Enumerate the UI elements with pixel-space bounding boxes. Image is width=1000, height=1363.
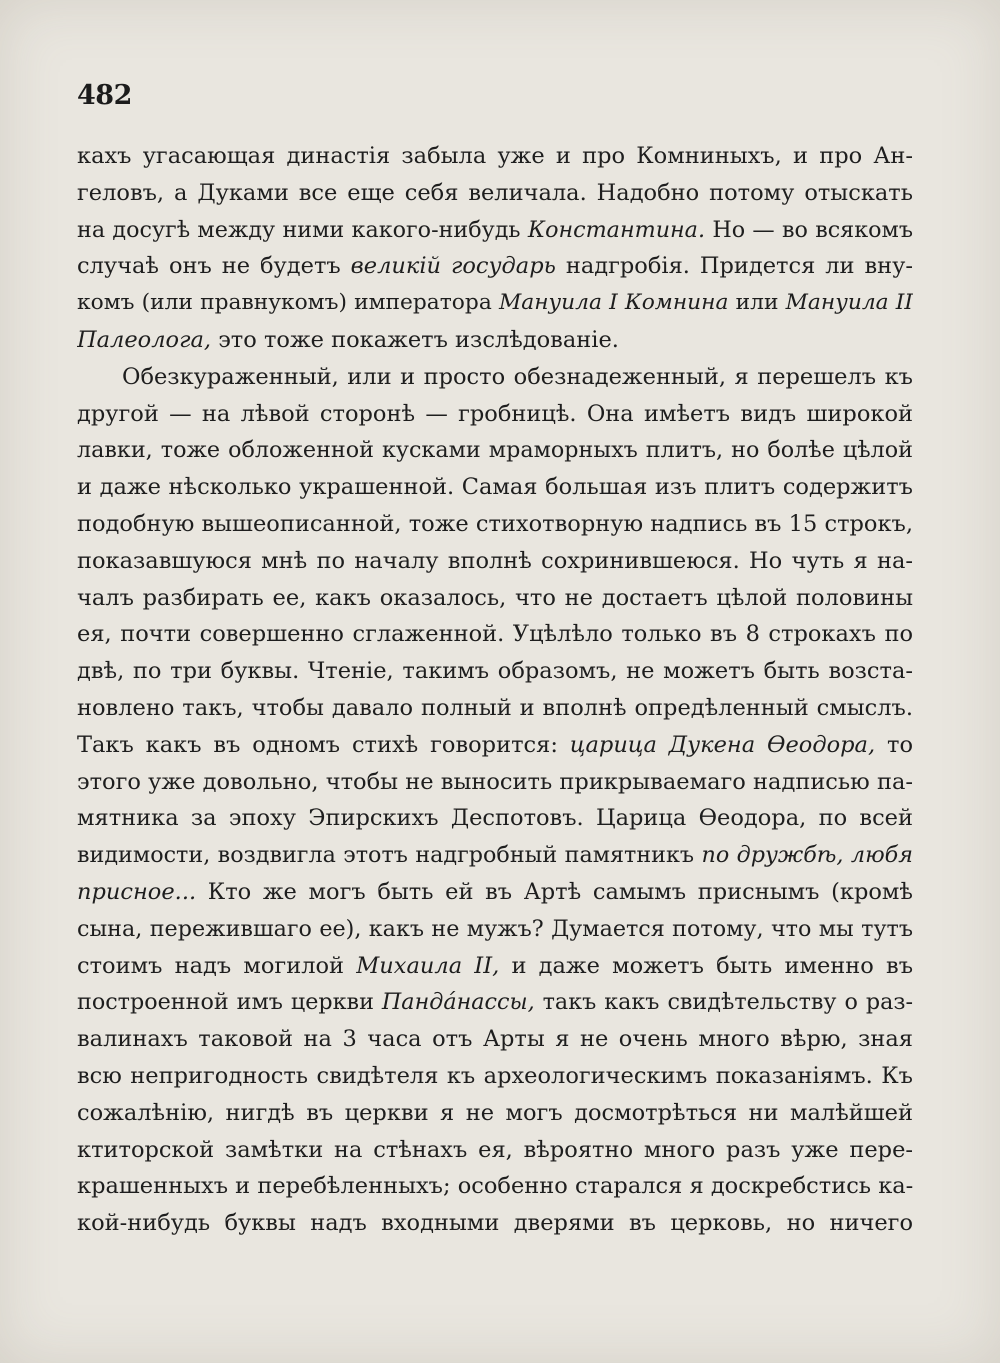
text-segment: построенной имъ церкви — [77, 989, 382, 1016]
italic-text: Мануила II — [785, 290, 913, 316]
text-segment: стоимъ надъ могилой — [77, 952, 357, 979]
body-text — [77, 138, 913, 1242]
italic-text: царица Дукена Ѳеодора, — [569, 731, 876, 758]
text-line — [77, 506, 913, 543]
italic-text: Мануила I Комнина — [498, 290, 729, 316]
text-line — [77, 469, 913, 506]
text-segment: сына, пережившаго ее), какъ не мужъ? Думается потому, что мы тутъ — [77, 915, 913, 942]
text-line — [77, 764, 913, 801]
text-line — [77, 1058, 913, 1095]
text-line — [77, 285, 913, 322]
text-segment: это тоже покажетъ изслѣдованіе. — [211, 326, 619, 353]
text-segment: чалъ разбирать ее, какъ оказалось, что не достаетъ цѣлой половины — [77, 584, 913, 611]
text-segment: двѣ, по три буквы. Чтеніе, такимъ образомъ, не можетъ быть возста- — [77, 658, 913, 685]
text-segment: видимости, воздвигла этотъ надгробный памятникъ — [77, 842, 702, 869]
text-line — [77, 874, 913, 911]
text-segment: то — [875, 731, 913, 758]
text-segment: валинахъ таковой на 3 часа отъ Арты я не очень много вѣрю, зная — [77, 1026, 913, 1053]
text-line — [77, 837, 913, 874]
text-segment: крашенныхъ и перебѣленныхъ; особенно старался я доскребстись ка- — [77, 1173, 913, 1200]
text-line — [77, 1021, 913, 1058]
italic-text: Палеолога, — [77, 326, 212, 353]
text-segment: сожалѣнію, нигдѣ въ церкви я не могъ досмотрѣться ни малѣйшей — [77, 1099, 913, 1126]
text-line — [77, 1132, 913, 1169]
italic-text: присное... — [77, 878, 197, 905]
text-segment: комъ (или правнукомъ) императора — [77, 290, 499, 316]
italic-text: Константина. — [527, 216, 706, 243]
text-line — [77, 616, 913, 653]
text-segment: или — [728, 290, 786, 316]
text-line — [77, 212, 913, 249]
text-segment: Обезкураженный, или и просто обезнадеженный, я перешелъ къ — [122, 363, 913, 390]
text-line — [77, 653, 913, 690]
text-segment: другой — на лѣвой сторонѣ — гробницѣ. Она имѣетъ видъ широкой — [77, 400, 913, 427]
text-line — [77, 580, 913, 617]
italic-text: Михаила II, — [356, 952, 500, 979]
text-line — [77, 984, 913, 1021]
text-segment: мятника за эпоху Эпирскихъ Деспотовъ. Царица Ѳеодора, по всей — [77, 805, 913, 832]
text-line — [77, 911, 913, 948]
page-number: 482 — [77, 80, 132, 111]
text-line — [77, 396, 913, 433]
text-segment: новлено такъ, чтобы давало полный и вполнѣ опредѣленный смыслъ. — [77, 694, 913, 721]
text-line — [77, 727, 913, 764]
text-segment: Но — во всякомъ — [705, 216, 913, 243]
text-line — [77, 1095, 913, 1132]
italic-text: Пандáнассы, — [381, 989, 535, 1016]
text-line — [77, 948, 913, 985]
text-segment: на досугѣ между ними какого-нибудь — [77, 216, 528, 243]
text-line — [77, 359, 913, 396]
text-segment: Кто же могъ быть ей въ Артѣ самымъ приснымъ (кромѣ — [196, 878, 913, 905]
text-segment: и даже можетъ быть именно въ — [499, 952, 913, 979]
text-line — [77, 543, 913, 580]
text-line — [77, 248, 913, 285]
text-segment: кахъ угасающая династія забыла уже и про Комниныхъ, и про Ан- — [77, 143, 913, 169]
text-line — [77, 690, 913, 727]
italic-text: великій государь — [350, 253, 556, 280]
text-segment: всю непригодность свидѣтеля къ археологическимъ показаніямъ. Къ — [77, 1062, 913, 1089]
text-segment: этого уже довольно, чтобы не выносить прикрываемаго надписью па- — [77, 768, 913, 795]
text-line — [77, 138, 913, 175]
text-line — [77, 1205, 913, 1242]
text-segment: лавки, тоже обложенной кусками мраморныхъ плитъ, но болѣе цѣлой — [77, 437, 913, 464]
text-line — [77, 800, 913, 837]
text-segment: подобную вышеописанной, тоже стихотворную надпись въ 15 строкъ, — [77, 510, 913, 537]
text-segment: надгробія. Придется ли вну- — [555, 253, 913, 280]
text-segment: и даже нѣсколько украшенной. Самая большая изъ плитъ содержитъ — [77, 474, 913, 501]
italic-text: по дружбѣ, любя — [701, 842, 913, 869]
text-segment: геловъ, а Дуками все еще себя величала. Надобно потому отыскать — [77, 179, 913, 206]
text-line — [77, 432, 913, 469]
text-line — [77, 175, 913, 212]
text-segment: случаѣ онъ не будетъ — [77, 253, 351, 280]
text-segment: такъ какъ свидѣтельству о раз- — [534, 989, 913, 1016]
text-segment: Такъ какъ въ одномъ стихѣ говорится: — [77, 731, 570, 758]
text-segment: ея, почти совершенно сглаженной. Уцѣлѣло только въ 8 строкахъ по — [77, 621, 913, 648]
text-segment: показавшуюся мнѣ по началу вполнѣ сохринившеюся. Но чуть я на- — [77, 547, 913, 574]
text-segment: кой-нибудь буквы надъ входными дверями въ церковь, но ничего — [77, 1210, 913, 1237]
text-segment: ктиторской замѣтки на стѣнахъ ея, вѣроятно много разъ уже пере- — [77, 1136, 913, 1163]
text-line — [77, 322, 913, 359]
text-line — [77, 1168, 913, 1205]
